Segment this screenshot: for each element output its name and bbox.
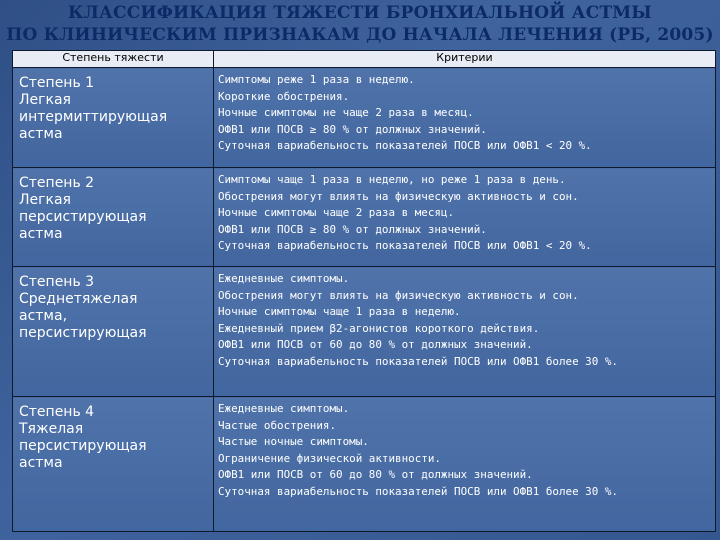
- criteria-cell: [214, 168, 716, 267]
- criteria-line: Суточная вариабельность показателей ПОСВ или ОФВ1 < 20 %.: [218, 139, 592, 153]
- table-row: [13, 267, 716, 397]
- criteria-cell: [214, 267, 716, 397]
- grade-line: Степень 4: [19, 404, 95, 420]
- grade-line: Тяжелая: [19, 421, 84, 437]
- criteria-line: ОФВ1 или ПОСВ от 60 до 80 % от должных значений.: [218, 468, 533, 482]
- criteria-line: ОФВ1 или ПОСВ ≥ 80 % от должных значений.: [218, 122, 487, 136]
- header-criteria: Критерии: [214, 51, 716, 68]
- grade-cell: [13, 168, 214, 267]
- criteria-line: ОФВ1 или ПОСВ ≥ 80 % от должных значений.: [218, 222, 487, 236]
- grade-line: Среднетяжелая: [19, 291, 138, 307]
- grade-line: Степень 1: [19, 75, 95, 91]
- criteria-line: Суточная вариабельность показателей ПОСВ или ОФВ1 более 30 %.: [218, 354, 618, 368]
- criteria-line: Ежедневный прием β2-агонистов короткого действия.: [218, 321, 540, 335]
- criteria-line: Симптомы чаще 1 раза в неделю, но реже 1 раза в день.: [218, 173, 566, 186]
- criteria-line: Ограничение физической активности.: [218, 451, 441, 465]
- grade-line: персистирующая: [19, 325, 147, 341]
- table-row: [13, 68, 716, 168]
- criteria-line: Короткие обострения.: [218, 89, 350, 103]
- grade-cell: [13, 267, 214, 397]
- grade-line: астма: [19, 126, 63, 142]
- grade-line: персистирующая: [19, 209, 147, 225]
- criteria-line: Частые обострения.: [218, 418, 337, 432]
- grade-line: интермиттирующая: [19, 109, 168, 125]
- severity-table: [12, 50, 716, 532]
- grade-line: астма,: [19, 308, 68, 324]
- grade-line: Легкая: [19, 192, 71, 208]
- grade-cell: [13, 397, 214, 532]
- table-row: [13, 168, 716, 267]
- title-line-1: КЛАССИФИКАЦИЯ ТЯЖЕСТИ БРОНХИАЛЬНОЙ АСТМЫ: [68, 3, 652, 23]
- grade-line: Степень 2: [19, 175, 95, 191]
- criteria-line: Суточная вариабельность показателей ПОСВ или ОФВ1 < 20 %.: [218, 239, 592, 253]
- grade-line: астма: [19, 226, 63, 242]
- criteria-line: ОФВ1 или ПОСВ от 60 до 80 % от должных значений.: [218, 338, 533, 352]
- criteria-line: Ночные симптомы чаще 2 раза в месяц.: [218, 206, 455, 220]
- grade-line: Степень 3: [19, 274, 95, 290]
- grade-line: астма: [19, 455, 63, 471]
- criteria-cell: [214, 68, 716, 168]
- grade-line: персистирующая: [19, 438, 147, 454]
- criteria-line: Суточная вариабельность показателей ПОСВ или ОФВ1 более 30 %.: [218, 484, 618, 498]
- grade-cell: [13, 68, 214, 168]
- criteria-line: Ежедневные симптомы.: [218, 272, 350, 285]
- criteria-line: Обострения могут влиять на физическую активность и сон.: [218, 288, 579, 302]
- criteria-line: Симптомы реже 1 раза в неделю.: [218, 73, 415, 86]
- criteria-line: Ночные симптомы не чаще 2 раза в месяц.: [218, 106, 474, 120]
- title-line-2: ПО КЛИНИЧЕСКИМ ПРИЗНАКАМ ДО НАЧАЛА ЛЕЧЕНИЯ (РБ, 2005): [6, 25, 714, 45]
- criteria-line: Ночные симптомы чаще 1 раза в неделю.: [218, 305, 461, 319]
- table-row: [13, 397, 716, 532]
- criteria-line: Обострения могут влиять на физическую активность и сон.: [218, 189, 579, 203]
- header-severity: Степень тяжести: [13, 51, 214, 68]
- criteria-line: Частые ночные симптомы.: [218, 435, 369, 449]
- grade-line: Легкая: [19, 92, 71, 108]
- slide-title: [0, 2, 720, 46]
- table-header-row: [13, 51, 716, 68]
- criteria-cell: [214, 397, 716, 532]
- criteria-line: Ежедневные симптомы.: [218, 402, 350, 415]
